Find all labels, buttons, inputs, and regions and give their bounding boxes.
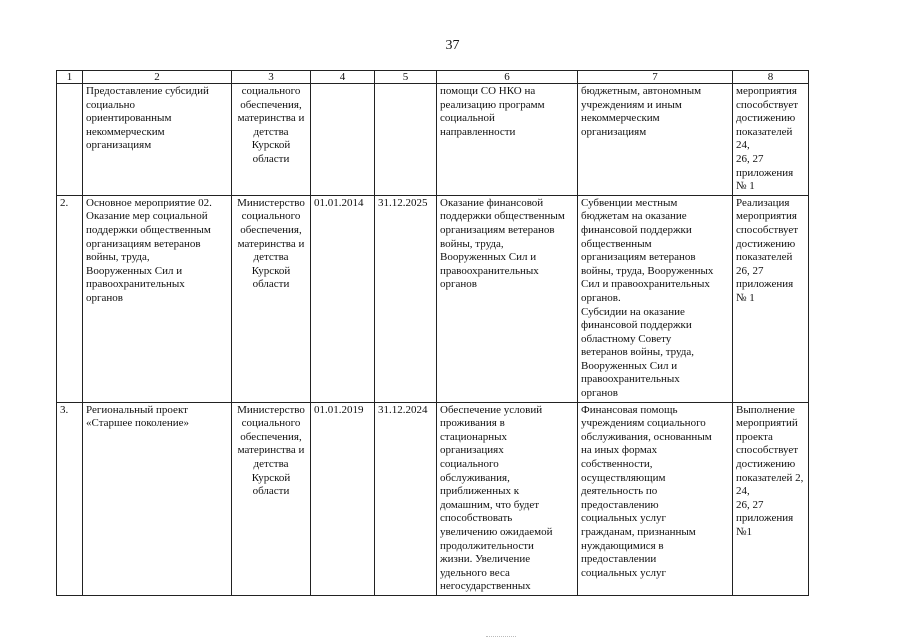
column-number: 2 — [83, 71, 232, 84]
start-date: 01.01.2019 — [311, 402, 375, 595]
expected-result: помощи СО НКО на реализацию программ социальной направленности — [437, 84, 578, 196]
table-row — [57, 195, 809, 402]
executor: Министерство социального обеспечения, материнства и детства Курской области — [232, 195, 311, 402]
page-number: 37 — [445, 38, 460, 53]
table-row — [57, 84, 809, 196]
table-row — [57, 402, 809, 595]
column-number: 6 — [437, 71, 578, 84]
main-directions: Субвенции местным бюджетам на оказание финансовой поддержки общественным организациям ветеранов войны, труда, Вооруженных Сил и правоохранительных органов. Субсидии на оказание финансовой поддержки областному Совету ветеранов войны, труда, Вооруженных Сил и правоохранительных органов — [578, 195, 733, 402]
column-number: 1 — [57, 71, 83, 84]
column-number: 3 — [232, 71, 311, 84]
start-date: 01.01.2014 — [311, 195, 375, 402]
row-number: 2. — [57, 195, 83, 402]
expected-result: Обеспечение условий проживания в стационарных организациях социального обслуживания, приближенных к домашним, что будет способствовать увеличению ожидаемой продолжительности жизни. Увеличение удельного веса негосударственных — [437, 402, 578, 595]
indicator-link: мероприятия способствует достижению показателей 24, 26, 27 приложения № 1 — [733, 84, 809, 196]
end-date: 31.12.2024 — [375, 402, 437, 595]
column-number: 4 — [311, 71, 375, 84]
executor: социального обеспечения, материнства и детства Курской области — [232, 84, 311, 196]
column-number: 7 — [578, 71, 733, 84]
end-date: 31.12.2025 — [375, 195, 437, 402]
end-date — [375, 84, 437, 196]
expected-result: Оказание финансовой поддержки общественным организациям ветеранов войны, труда, Вооруженных Сил и правоохранительных органов — [437, 195, 578, 402]
column-number: 8 — [733, 71, 809, 84]
main-directions: бюджетным, автономным учреждениям и иным некоммерческим организациям — [578, 84, 733, 196]
program-measures-table — [56, 70, 809, 596]
row-number — [57, 84, 83, 196]
measure-name: Предоставление субсидий социально ориентированным некоммерческим организациям — [83, 84, 232, 196]
indicator-link: Выполнение мероприятий проекта способствует достижению показателей 2, 24, 26, 27 приложения №1 — [733, 402, 809, 595]
column-number: 5 — [375, 71, 437, 84]
indicator-link: Реализация мероприятия способствует достижению показателей 26, 27 приложения № 1 — [733, 195, 809, 402]
main-directions: Финансовая помощь учреждениям социального обслуживания, основанным на иных формах собственности, осуществляющим деятельность по предоставлению социальных услуг гражданам, признанным нуждающимися в предоставлении социальных услуг — [578, 402, 733, 595]
measure-name: Основное мероприятие 02. Оказание мер социальной поддержки общественным организациям ветеранов войны, труда, Вооруженных Сил и правоохранительных органов — [83, 195, 232, 402]
column-number-row — [57, 71, 809, 84]
scan-artifact — [486, 636, 516, 638]
measure-name: Региональный проект «Старшее поколение» — [83, 402, 232, 595]
executor: Министерство социального обеспечения, материнства и детства Курской области — [232, 402, 311, 595]
row-number: 3. — [57, 402, 83, 595]
start-date — [311, 84, 375, 196]
